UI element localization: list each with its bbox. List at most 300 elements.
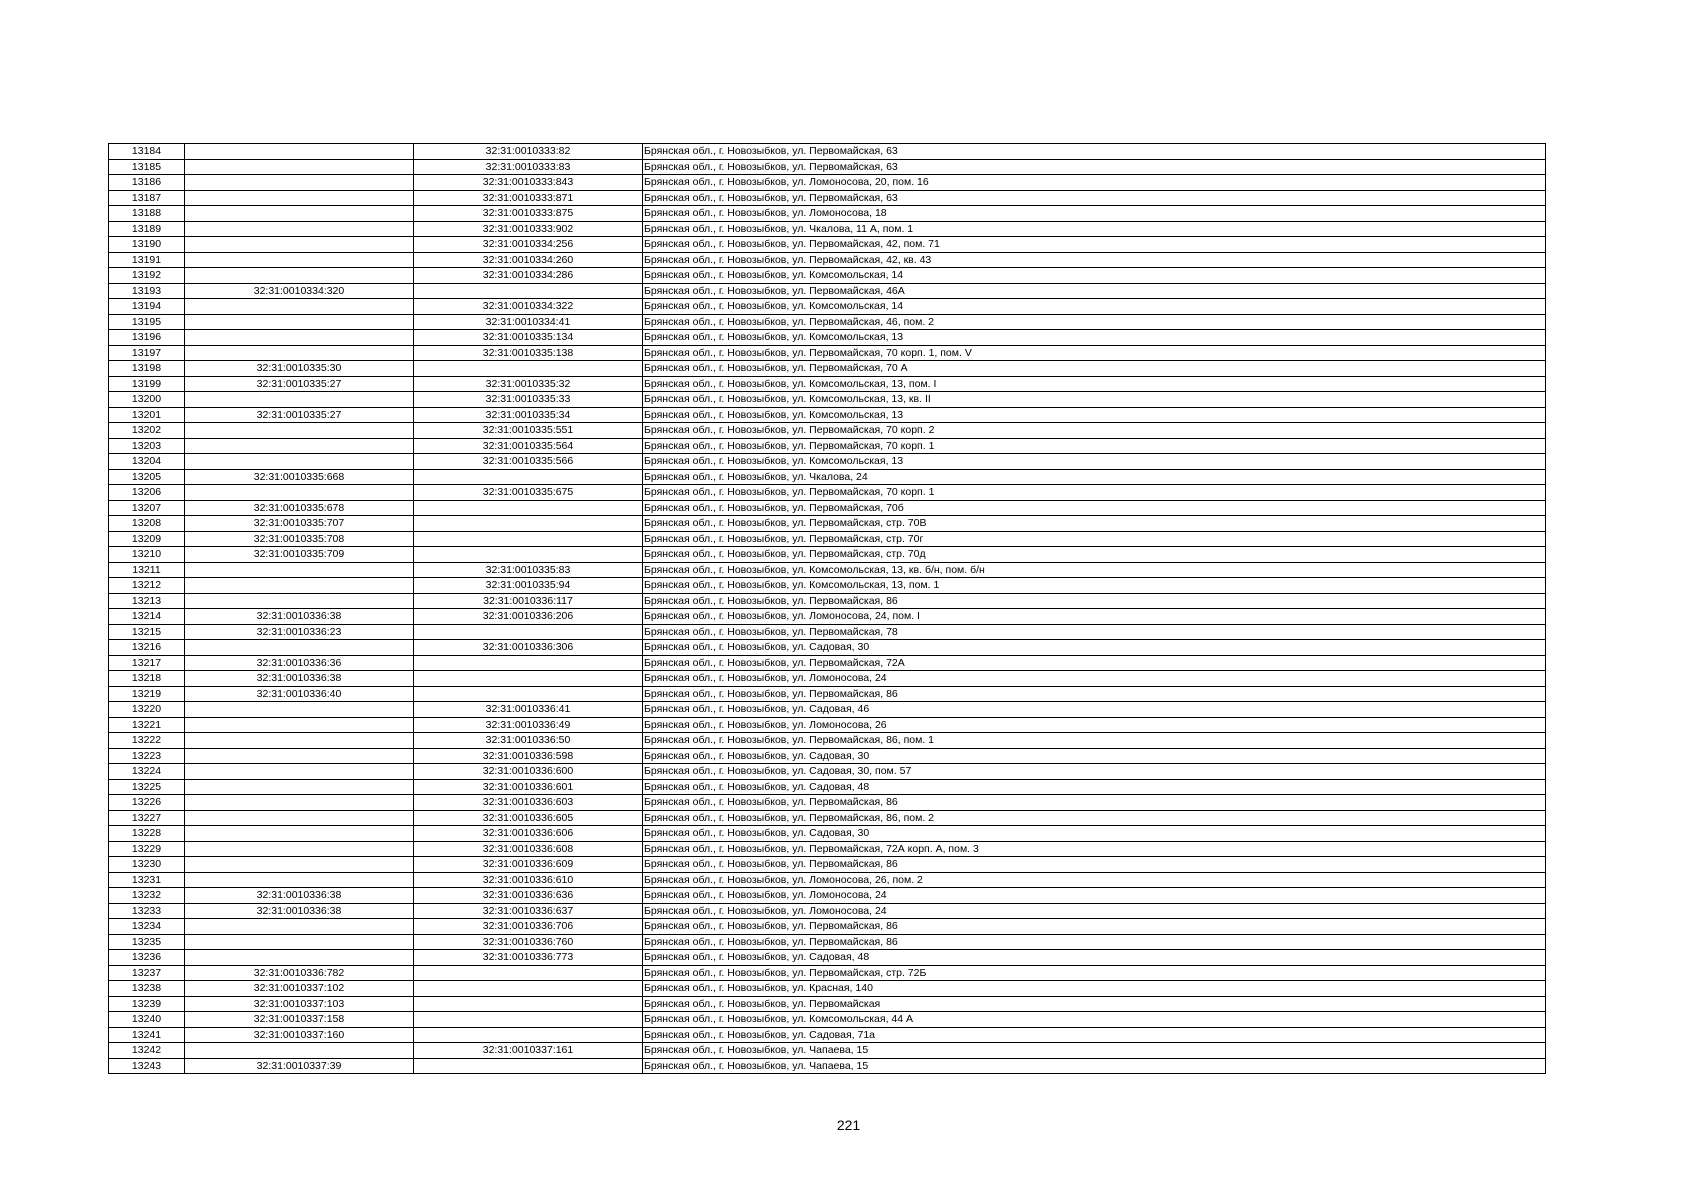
row-number: 13213 bbox=[109, 593, 185, 609]
table-row bbox=[109, 314, 1546, 330]
parent-cadastral-number bbox=[185, 640, 414, 656]
row-number: 13210 bbox=[109, 547, 185, 563]
cadastral-number bbox=[414, 686, 643, 702]
cadastral-number: 32:31:0010336:760 bbox=[414, 934, 643, 950]
parent-cadastral-number: 32:31:0010335:668 bbox=[185, 469, 414, 485]
address: Брянская обл., г. Новозыбков, ул. Первомайская, 70 корп. 1 bbox=[643, 438, 1546, 454]
registry-table bbox=[108, 143, 1546, 1074]
cadastral-number bbox=[414, 981, 643, 997]
row-number: 13233 bbox=[109, 903, 185, 919]
cadastral-number: 32:31:0010336:603 bbox=[414, 795, 643, 811]
cadastral-number bbox=[414, 516, 643, 532]
row-number: 13186 bbox=[109, 175, 185, 191]
cadastral-number: 32:31:0010333:902 bbox=[414, 221, 643, 237]
cadastral-number: 32:31:0010335:134 bbox=[414, 330, 643, 346]
table-row bbox=[109, 361, 1546, 377]
cadastral-number bbox=[414, 469, 643, 485]
parent-cadastral-number bbox=[185, 221, 414, 237]
parent-cadastral-number: 32:31:0010335:30 bbox=[185, 361, 414, 377]
row-number: 13201 bbox=[109, 407, 185, 423]
parent-cadastral-number: 32:31:0010337:103 bbox=[185, 996, 414, 1012]
table-row bbox=[109, 206, 1546, 222]
cadastral-number: 32:31:0010335:32 bbox=[414, 376, 643, 392]
table-row bbox=[109, 810, 1546, 826]
parent-cadastral-number bbox=[185, 872, 414, 888]
parent-cadastral-number bbox=[185, 841, 414, 857]
table-row bbox=[109, 702, 1546, 718]
row-number: 13242 bbox=[109, 1043, 185, 1059]
row-number: 13212 bbox=[109, 578, 185, 594]
parent-cadastral-number bbox=[185, 345, 414, 361]
parent-cadastral-number bbox=[185, 485, 414, 501]
parent-cadastral-number bbox=[185, 423, 414, 439]
row-number: 13229 bbox=[109, 841, 185, 857]
registry-table-body bbox=[109, 144, 1546, 1074]
parent-cadastral-number: 32:31:0010335:709 bbox=[185, 547, 414, 563]
parent-cadastral-number bbox=[185, 857, 414, 873]
address: Брянская обл., г. Новозыбков, ул. Ломоносова, 24 bbox=[643, 671, 1546, 687]
address: Брянская обл., г. Новозыбков, ул. Комсомольская, 13, пом. 1 bbox=[643, 578, 1546, 594]
address: Брянская обл., г. Новозыбков, ул. Комсомольская, 13 bbox=[643, 454, 1546, 470]
parent-cadastral-number bbox=[185, 593, 414, 609]
address: Брянская обл., г. Новозыбков, ул. Первомайская, 46А bbox=[643, 283, 1546, 299]
row-number: 13190 bbox=[109, 237, 185, 253]
address: Брянская обл., г. Новозыбков, ул. Садовая, 46 bbox=[643, 702, 1546, 718]
table-row bbox=[109, 609, 1546, 625]
cadastral-number: 32:31:0010335:138 bbox=[414, 345, 643, 361]
parent-cadastral-number bbox=[185, 795, 414, 811]
row-number: 13218 bbox=[109, 671, 185, 687]
cadastral-number: 32:31:0010333:871 bbox=[414, 190, 643, 206]
cadastral-number bbox=[414, 361, 643, 377]
parent-cadastral-number bbox=[185, 330, 414, 346]
address: Брянская обл., г. Новозыбков, ул. Чапаева, 15 bbox=[643, 1043, 1546, 1059]
address: Брянская обл., г. Новозыбков, ул. Ломоносова, 26 bbox=[643, 717, 1546, 733]
cadastral-number bbox=[414, 1027, 643, 1043]
cadastral-number bbox=[414, 1058, 643, 1074]
row-number: 13232 bbox=[109, 888, 185, 904]
parent-cadastral-number: 32:31:0010334:320 bbox=[185, 283, 414, 299]
cadastral-number: 32:31:0010336:605 bbox=[414, 810, 643, 826]
parent-cadastral-number: 32:31:0010337:102 bbox=[185, 981, 414, 997]
parent-cadastral-number bbox=[185, 454, 414, 470]
row-number: 13215 bbox=[109, 624, 185, 640]
row-number: 13220 bbox=[109, 702, 185, 718]
cadastral-number bbox=[414, 671, 643, 687]
table-row bbox=[109, 237, 1546, 253]
parent-cadastral-number: 32:31:0010335:707 bbox=[185, 516, 414, 532]
parent-cadastral-number bbox=[185, 826, 414, 842]
address: Брянская обл., г. Новозыбков, ул. Первомайская, 70б bbox=[643, 500, 1546, 516]
table-row bbox=[109, 872, 1546, 888]
row-number: 13185 bbox=[109, 159, 185, 175]
table-row bbox=[109, 640, 1546, 656]
cadastral-number: 32:31:0010334:256 bbox=[414, 237, 643, 253]
table-row bbox=[109, 1058, 1546, 1074]
table-row bbox=[109, 283, 1546, 299]
table-row bbox=[109, 252, 1546, 268]
table-row bbox=[109, 655, 1546, 671]
table-row bbox=[109, 345, 1546, 361]
cadastral-number: 32:31:0010336:600 bbox=[414, 764, 643, 780]
cadastral-number: 32:31:0010333:82 bbox=[414, 144, 643, 160]
address: Брянская обл., г. Новозыбков, ул. Первомайская, 86 bbox=[643, 593, 1546, 609]
row-number: 13238 bbox=[109, 981, 185, 997]
parent-cadastral-number: 32:31:0010336:38 bbox=[185, 888, 414, 904]
cadastral-number: 32:31:0010336:636 bbox=[414, 888, 643, 904]
table-row bbox=[109, 562, 1546, 578]
parent-cadastral-number bbox=[185, 950, 414, 966]
row-number: 13191 bbox=[109, 252, 185, 268]
row-number: 13223 bbox=[109, 748, 185, 764]
parent-cadastral-number bbox=[185, 392, 414, 408]
cadastral-number: 32:31:0010335:33 bbox=[414, 392, 643, 408]
parent-cadastral-number bbox=[185, 314, 414, 330]
table-row bbox=[109, 826, 1546, 842]
parent-cadastral-number: 32:31:0010337:39 bbox=[185, 1058, 414, 1074]
row-number: 13224 bbox=[109, 764, 185, 780]
row-number: 13221 bbox=[109, 717, 185, 733]
address: Брянская обл., г. Новозыбков, ул. Первомайская bbox=[643, 996, 1546, 1012]
cadastral-number: 32:31:0010336:610 bbox=[414, 872, 643, 888]
table-row bbox=[109, 578, 1546, 594]
address: Брянская обл., г. Новозыбков, ул. Первомайская, стр. 70г bbox=[643, 531, 1546, 547]
table-row bbox=[109, 748, 1546, 764]
parent-cadastral-number bbox=[185, 764, 414, 780]
table-row bbox=[109, 454, 1546, 470]
table-row bbox=[109, 981, 1546, 997]
cadastral-number: 32:31:0010333:843 bbox=[414, 175, 643, 191]
table-row bbox=[109, 950, 1546, 966]
row-number: 13237 bbox=[109, 965, 185, 981]
address: Брянская обл., г. Новозыбков, ул. Первомайская, 63 bbox=[643, 159, 1546, 175]
row-number: 13209 bbox=[109, 531, 185, 547]
row-number: 13216 bbox=[109, 640, 185, 656]
parent-cadastral-number: 32:31:0010336:38 bbox=[185, 671, 414, 687]
cadastral-number: 32:31:0010334:286 bbox=[414, 268, 643, 284]
parent-cadastral-number: 32:31:0010335:678 bbox=[185, 500, 414, 516]
cadastral-number: 32:31:0010336:606 bbox=[414, 826, 643, 842]
address: Брянская обл., г. Новозыбков, ул. Первомайская, 70 корп. 1 bbox=[643, 485, 1546, 501]
address: Брянская обл., г. Новозыбков, ул. Садовая, 30, пом. 57 bbox=[643, 764, 1546, 780]
row-number: 13202 bbox=[109, 423, 185, 439]
address: Брянская обл., г. Новозыбков, ул. Ломоносова, 20, пом. 16 bbox=[643, 175, 1546, 191]
parent-cadastral-number bbox=[185, 717, 414, 733]
page-number: 221 bbox=[836, 1117, 861, 1133]
row-number: 13211 bbox=[109, 562, 185, 578]
cadastral-number: 32:31:0010336:49 bbox=[414, 717, 643, 733]
row-number: 13193 bbox=[109, 283, 185, 299]
cadastral-number bbox=[414, 965, 643, 981]
table-row bbox=[109, 764, 1546, 780]
row-number: 13204 bbox=[109, 454, 185, 470]
parent-cadastral-number bbox=[185, 252, 414, 268]
row-number: 13207 bbox=[109, 500, 185, 516]
cadastral-number bbox=[414, 624, 643, 640]
table-row bbox=[109, 733, 1546, 749]
row-number: 13194 bbox=[109, 299, 185, 315]
table-row bbox=[109, 717, 1546, 733]
address: Брянская обл., г. Новозыбков, ул. Первомайская, 42, пом. 71 bbox=[643, 237, 1546, 253]
row-number: 13203 bbox=[109, 438, 185, 454]
address: Брянская обл., г. Новозыбков, ул. Ломоносова, 26, пом. 2 bbox=[643, 872, 1546, 888]
parent-cadastral-number bbox=[185, 934, 414, 950]
table-row bbox=[109, 190, 1546, 206]
table-row bbox=[109, 996, 1546, 1012]
parent-cadastral-number bbox=[185, 206, 414, 222]
row-number: 13228 bbox=[109, 826, 185, 842]
cadastral-number: 32:31:0010336:41 bbox=[414, 702, 643, 718]
address: Брянская обл., г. Новозыбков, ул. Первомайская, 63 bbox=[643, 144, 1546, 160]
address: Брянская обл., г. Новозыбков, ул. Комсомольская, 13, кв. II bbox=[643, 392, 1546, 408]
address: Брянская обл., г. Новозыбков, ул. Первомайская, 86 bbox=[643, 795, 1546, 811]
table-row bbox=[109, 221, 1546, 237]
address: Брянская обл., г. Новозыбков, ул. Первомайская, стр. 70д bbox=[643, 547, 1546, 563]
table-row bbox=[109, 624, 1546, 640]
row-number: 13192 bbox=[109, 268, 185, 284]
row-number: 13188 bbox=[109, 206, 185, 222]
row-number: 13195 bbox=[109, 314, 185, 330]
row-number: 13241 bbox=[109, 1027, 185, 1043]
address: Брянская обл., г. Новозыбков, ул. Первомайская, 70 корп. 1, пом. V bbox=[643, 345, 1546, 361]
row-number: 13214 bbox=[109, 609, 185, 625]
address: Брянская обл., г. Новозыбков, ул. Первомайская, 70 корп. 2 bbox=[643, 423, 1546, 439]
cadastral-number: 32:31:0010335:564 bbox=[414, 438, 643, 454]
table-row bbox=[109, 841, 1546, 857]
parent-cadastral-number: 32:31:0010337:158 bbox=[185, 1012, 414, 1028]
address: Брянская обл., г. Новозыбков, ул. Первомайская, 70 А bbox=[643, 361, 1546, 377]
row-number: 13219 bbox=[109, 686, 185, 702]
table-row bbox=[109, 469, 1546, 485]
cadastral-number: 32:31:0010336:206 bbox=[414, 609, 643, 625]
address: Брянская обл., г. Новозыбков, ул. Первомайская, стр. 70В bbox=[643, 516, 1546, 532]
address: Брянская обл., г. Новозыбков, ул. Красная, 140 bbox=[643, 981, 1546, 997]
address: Брянская обл., г. Новозыбков, ул. Первомайская, стр. 72Б bbox=[643, 965, 1546, 981]
row-number: 13225 bbox=[109, 779, 185, 795]
address: Брянская обл., г. Новозыбков, ул. Комсомольская, 44 А bbox=[643, 1012, 1546, 1028]
cadastral-number bbox=[414, 531, 643, 547]
cadastral-number: 32:31:0010333:83 bbox=[414, 159, 643, 175]
table-row bbox=[109, 919, 1546, 935]
address: Брянская обл., г. Новозыбков, ул. Садовая, 48 bbox=[643, 779, 1546, 795]
parent-cadastral-number bbox=[185, 779, 414, 795]
cadastral-number bbox=[414, 283, 643, 299]
address: Брянская обл., г. Новозыбков, ул. Первомайская, 63 bbox=[643, 190, 1546, 206]
row-number: 13239 bbox=[109, 996, 185, 1012]
table-row bbox=[109, 423, 1546, 439]
address: Брянская обл., г. Новозыбков, ул. Комсомольская, 14 bbox=[643, 268, 1546, 284]
table-row bbox=[109, 500, 1546, 516]
parent-cadastral-number: 32:31:0010335:708 bbox=[185, 531, 414, 547]
address: Брянская обл., г. Новозыбков, ул. Первомайская, 72А корп. А, пом. 3 bbox=[643, 841, 1546, 857]
table-row bbox=[109, 965, 1546, 981]
address: Брянская обл., г. Новозыбков, ул. Первомайская, 72А bbox=[643, 655, 1546, 671]
table-row bbox=[109, 330, 1546, 346]
cadastral-number: 32:31:0010336:598 bbox=[414, 748, 643, 764]
address: Брянская обл., г. Новозыбков, ул. Комсомольская, 14 bbox=[643, 299, 1546, 315]
address: Брянская обл., г. Новозыбков, ул. Первомайская, 86, пом. 1 bbox=[643, 733, 1546, 749]
row-number: 13240 bbox=[109, 1012, 185, 1028]
table-row bbox=[109, 888, 1546, 904]
table-row bbox=[109, 175, 1546, 191]
cadastral-number: 32:31:0010337:161 bbox=[414, 1043, 643, 1059]
parent-cadastral-number: 32:31:0010336:23 bbox=[185, 624, 414, 640]
parent-cadastral-number: 32:31:0010336:38 bbox=[185, 609, 414, 625]
address: Брянская обл., г. Новозыбков, ул. Чкалова, 24 bbox=[643, 469, 1546, 485]
cadastral-number: 32:31:0010336:306 bbox=[414, 640, 643, 656]
parent-cadastral-number: 32:31:0010335:27 bbox=[185, 407, 414, 423]
cadastral-number bbox=[414, 547, 643, 563]
cadastral-number: 32:31:0010336:601 bbox=[414, 779, 643, 795]
address: Брянская обл., г. Новозыбков, ул. Комсомольская, 13, кв. б/н, пом. б/н bbox=[643, 562, 1546, 578]
parent-cadastral-number: 32:31:0010335:27 bbox=[185, 376, 414, 392]
parent-cadastral-number bbox=[185, 299, 414, 315]
table-row bbox=[109, 686, 1546, 702]
address: Брянская обл., г. Новозыбков, ул. Ломоносова, 24 bbox=[643, 903, 1546, 919]
table-row bbox=[109, 1027, 1546, 1043]
registry-sheet bbox=[108, 143, 1545, 1074]
table-row bbox=[109, 392, 1546, 408]
table-row bbox=[109, 376, 1546, 392]
table-row bbox=[109, 268, 1546, 284]
cadastral-number: 32:31:0010336:706 bbox=[414, 919, 643, 935]
parent-cadastral-number bbox=[185, 175, 414, 191]
parent-cadastral-number bbox=[185, 733, 414, 749]
parent-cadastral-number: 32:31:0010336:40 bbox=[185, 686, 414, 702]
row-number: 13230 bbox=[109, 857, 185, 873]
row-number: 13208 bbox=[109, 516, 185, 532]
table-row bbox=[109, 934, 1546, 950]
table-row bbox=[109, 516, 1546, 532]
table-row bbox=[109, 159, 1546, 175]
parent-cadastral-number bbox=[185, 919, 414, 935]
table-row bbox=[109, 903, 1546, 919]
address: Брянская обл., г. Новозыбков, ул. Первомайская, 86 bbox=[643, 857, 1546, 873]
address: Брянская обл., г. Новозыбков, ул. Садовая, 30 bbox=[643, 826, 1546, 842]
address: Брянская обл., г. Новозыбков, ул. Комсомольская, 13, пом. I bbox=[643, 376, 1546, 392]
address: Брянская обл., г. Новозыбков, ул. Ломоносова, 24 bbox=[643, 888, 1546, 904]
parent-cadastral-number bbox=[185, 438, 414, 454]
table-row bbox=[109, 547, 1546, 563]
address: Брянская обл., г. Новозыбков, ул. Садовая, 30 bbox=[643, 748, 1546, 764]
row-number: 13197 bbox=[109, 345, 185, 361]
table-row bbox=[109, 795, 1546, 811]
parent-cadastral-number: 32:31:0010336:38 bbox=[185, 903, 414, 919]
parent-cadastral-number bbox=[185, 237, 414, 253]
cadastral-number: 32:31:0010334:260 bbox=[414, 252, 643, 268]
parent-cadastral-number: 32:31:0010336:36 bbox=[185, 655, 414, 671]
parent-cadastral-number bbox=[185, 810, 414, 826]
table-row bbox=[109, 1043, 1546, 1059]
address: Брянская обл., г. Новозыбков, ул. Первомайская, 86 bbox=[643, 686, 1546, 702]
parent-cadastral-number bbox=[185, 268, 414, 284]
table-row bbox=[109, 144, 1546, 160]
table-row bbox=[109, 779, 1546, 795]
table-row bbox=[109, 593, 1546, 609]
cadastral-number: 32:31:0010335:675 bbox=[414, 485, 643, 501]
row-number: 13227 bbox=[109, 810, 185, 826]
parent-cadastral-number bbox=[185, 190, 414, 206]
parent-cadastral-number bbox=[185, 1043, 414, 1059]
address: Брянская обл., г. Новозыбков, ул. Комсомольская, 13 bbox=[643, 407, 1546, 423]
row-number: 13184 bbox=[109, 144, 185, 160]
cadastral-number: 32:31:0010336:609 bbox=[414, 857, 643, 873]
parent-cadastral-number: 32:31:0010337:160 bbox=[185, 1027, 414, 1043]
cadastral-number: 32:31:0010335:83 bbox=[414, 562, 643, 578]
address: Брянская обл., г. Новозыбков, ул. Первомайская, 42, кв. 43 bbox=[643, 252, 1546, 268]
row-number: 13226 bbox=[109, 795, 185, 811]
cadastral-number: 32:31:0010336:608 bbox=[414, 841, 643, 857]
cadastral-number: 32:31:0010334:322 bbox=[414, 299, 643, 315]
cadastral-number bbox=[414, 1012, 643, 1028]
table-row bbox=[109, 531, 1546, 547]
address: Брянская обл., г. Новозыбков, ул. Первомайская, 78 bbox=[643, 624, 1546, 640]
parent-cadastral-number bbox=[185, 562, 414, 578]
address: Брянская обл., г. Новозыбков, ул. Садовая, 30 bbox=[643, 640, 1546, 656]
cadastral-number: 32:31:0010336:773 bbox=[414, 950, 643, 966]
address: Брянская обл., г. Новозыбков, ул. Ломоносова, 24, пом. I bbox=[643, 609, 1546, 625]
cadastral-number bbox=[414, 655, 643, 671]
cadastral-number bbox=[414, 996, 643, 1012]
row-number: 13187 bbox=[109, 190, 185, 206]
table-row bbox=[109, 671, 1546, 687]
cadastral-number: 32:31:0010333:875 bbox=[414, 206, 643, 222]
parent-cadastral-number bbox=[185, 159, 414, 175]
cadastral-number: 32:31:0010336:637 bbox=[414, 903, 643, 919]
address: Брянская обл., г. Новозыбков, ул. Первомайская, 86, пом. 2 bbox=[643, 810, 1546, 826]
address: Брянская обл., г. Новозыбков, ул. Ломоносова, 18 bbox=[643, 206, 1546, 222]
address: Брянская обл., г. Новозыбков, ул. Комсомольская, 13 bbox=[643, 330, 1546, 346]
cadastral-number bbox=[414, 500, 643, 516]
parent-cadastral-number bbox=[185, 702, 414, 718]
row-number: 13196 bbox=[109, 330, 185, 346]
row-number: 13234 bbox=[109, 919, 185, 935]
table-row bbox=[109, 1012, 1546, 1028]
row-number: 13198 bbox=[109, 361, 185, 377]
cadastral-number: 32:31:0010335:566 bbox=[414, 454, 643, 470]
row-number: 13243 bbox=[109, 1058, 185, 1074]
cadastral-number: 32:31:0010336:50 bbox=[414, 733, 643, 749]
row-number: 13217 bbox=[109, 655, 185, 671]
cadastral-number: 32:31:0010335:34 bbox=[414, 407, 643, 423]
table-row bbox=[109, 299, 1546, 315]
parent-cadastral-number bbox=[185, 144, 414, 160]
row-number: 13222 bbox=[109, 733, 185, 749]
address: Брянская обл., г. Новозыбков, ул. Первомайская, 86 bbox=[643, 934, 1546, 950]
row-number: 13205 bbox=[109, 469, 185, 485]
address: Брянская обл., г. Новозыбков, ул. Садовая, 71а bbox=[643, 1027, 1546, 1043]
address: Брянская обл., г. Новозыбков, ул. Первомайская, 86 bbox=[643, 919, 1546, 935]
row-number: 13189 bbox=[109, 221, 185, 237]
table-row bbox=[109, 485, 1546, 501]
address: Брянская обл., г. Новозыбков, ул. Чапаева, 15 bbox=[643, 1058, 1546, 1074]
row-number: 13206 bbox=[109, 485, 185, 501]
table-row bbox=[109, 857, 1546, 873]
row-number: 13200 bbox=[109, 392, 185, 408]
table-row bbox=[109, 407, 1546, 423]
cadastral-number: 32:31:0010336:117 bbox=[414, 593, 643, 609]
row-number: 13199 bbox=[109, 376, 185, 392]
address: Брянская обл., г. Новозыбков, ул. Чкалова, 11 А, пом. 1 bbox=[643, 221, 1546, 237]
parent-cadastral-number bbox=[185, 748, 414, 764]
cadastral-number: 32:31:0010335:94 bbox=[414, 578, 643, 594]
row-number: 13236 bbox=[109, 950, 185, 966]
table-row bbox=[109, 438, 1546, 454]
address: Брянская обл., г. Новозыбков, ул. Первомайская, 46, пом. 2 bbox=[643, 314, 1546, 330]
parent-cadastral-number bbox=[185, 578, 414, 594]
row-number: 13231 bbox=[109, 872, 185, 888]
parent-cadastral-number: 32:31:0010336:782 bbox=[185, 965, 414, 981]
